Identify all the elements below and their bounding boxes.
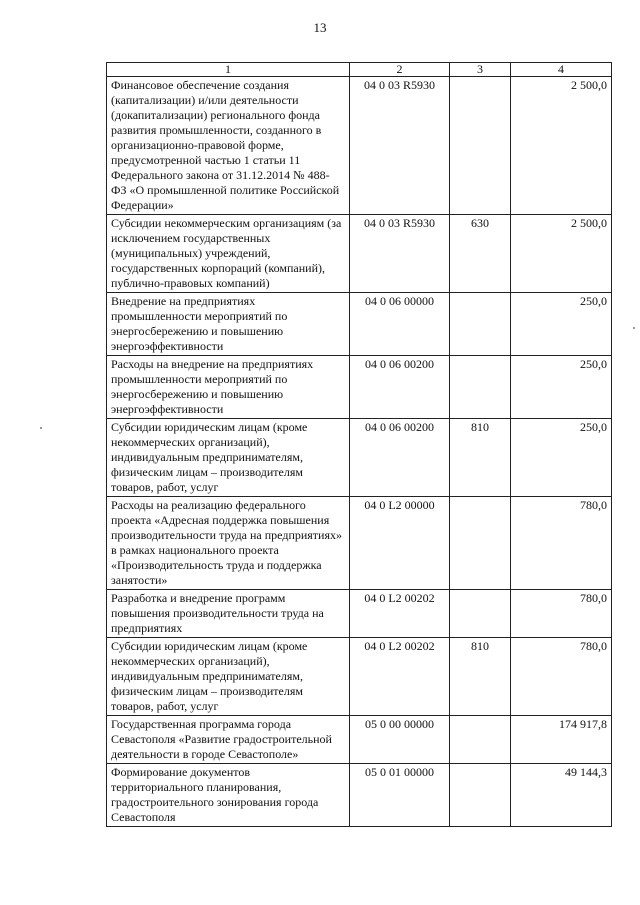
column-header-3: 3 [450, 63, 511, 77]
table-row [107, 497, 612, 590]
row-code: 04 0 L2 00000 [350, 497, 450, 590]
table-row [107, 215, 612, 293]
row-name: Субсидии юридическим лицам (кроме некоммерческих организаций), индивидуальным предпринимателям, физическим лицам – производителям товаров, работ, услуг [107, 638, 350, 716]
page-number: 13 [313, 20, 327, 35]
row-expense-type: 630 [450, 215, 511, 293]
row-expense-type [450, 590, 511, 638]
row-amount: 250,0 [511, 356, 612, 419]
row-name: Формирование документов территориального планирования, градостроительного зонирования города Севастополя [107, 764, 350, 827]
row-amount: 780,0 [511, 638, 612, 716]
row-expense-type [450, 77, 511, 215]
table-row [107, 356, 612, 419]
column-header-2: 2 [350, 63, 450, 77]
row-amount: 49 144,3 [511, 764, 612, 827]
table-row [107, 638, 612, 716]
row-amount: 250,0 [511, 293, 612, 356]
scan-speck [633, 327, 635, 329]
table-row [107, 419, 612, 497]
row-code: 05 0 01 00000 [350, 764, 450, 827]
column-header-4: 4 [511, 63, 612, 77]
row-code: 04 0 L2 00202 [350, 638, 450, 716]
row-amount: 780,0 [511, 497, 612, 590]
row-name: Государственная программа города Севастополя «Развитие градостроительной деятельности в городе Севастополе» [107, 716, 350, 764]
table-row [107, 590, 612, 638]
row-code: 04 0 03 R5930 [350, 215, 450, 293]
row-name: Финансовое обеспечение создания (капитализации) и/или деятельности (докапитализации) регионального фонда развития промышленности, созданного в организационно-правовой форме, предусмотренной частью 1 статьи 11 Федерального закона от 31.12.2014 № 488-ФЗ «О промышленной политике Российской Федерации» [107, 77, 350, 215]
row-expense-type [450, 293, 511, 356]
row-code: 04 0 03 R5930 [350, 77, 450, 215]
row-name: Разработка и внедрение программ повышения производительности труда на предприятиях [107, 590, 350, 638]
row-name: Внедрение на предприятиях промышленности мероприятий по энергосбережению и повышению энергоэффективности [107, 293, 350, 356]
row-amount: 250,0 [511, 419, 612, 497]
row-expense-type [450, 764, 511, 827]
row-amount: 174 917,8 [511, 716, 612, 764]
row-name: Расходы на внедрение на предприятиях промышленности мероприятий по энергосбережению и повышению энергоэффективности [107, 356, 350, 419]
row-expense-type [450, 497, 511, 590]
row-code: 05 0 00 00000 [350, 716, 450, 764]
row-code: 04 0 06 00200 [350, 356, 450, 419]
scan-speck [40, 427, 42, 429]
table-row [107, 293, 612, 356]
row-code: 04 0 06 00200 [350, 419, 450, 497]
row-expense-type: 810 [450, 419, 511, 497]
row-amount: 2 500,0 [511, 77, 612, 215]
row-name: Расходы на реализацию федерального проекта «Адресная поддержка повышения производительности труда на предприятиях» в рамках национального проекта «Производительность труда и поддержка занятости» [107, 497, 350, 590]
header-row [107, 63, 612, 77]
row-name: Субсидии некоммерческим организациям (за исключением государственных (муниципальных) учреждений, государственных корпораций (компаний), публично-правовых компаний) [107, 215, 350, 293]
table-row [107, 77, 612, 215]
column-header-1: 1 [107, 63, 350, 77]
row-name: Субсидии юридическим лицам (кроме некоммерческих организаций), индивидуальным предпринимателям, физическим лицам – производителям товаров, работ, услуг [107, 419, 350, 497]
row-amount: 2 500,0 [511, 215, 612, 293]
row-expense-type [450, 356, 511, 419]
row-expense-type [450, 716, 511, 764]
row-expense-type: 810 [450, 638, 511, 716]
budget-table [106, 62, 612, 827]
row-code: 04 0 L2 00202 [350, 590, 450, 638]
row-amount: 780,0 [511, 590, 612, 638]
table-row [107, 764, 612, 827]
table-row [107, 716, 612, 764]
row-code: 04 0 06 00000 [350, 293, 450, 356]
